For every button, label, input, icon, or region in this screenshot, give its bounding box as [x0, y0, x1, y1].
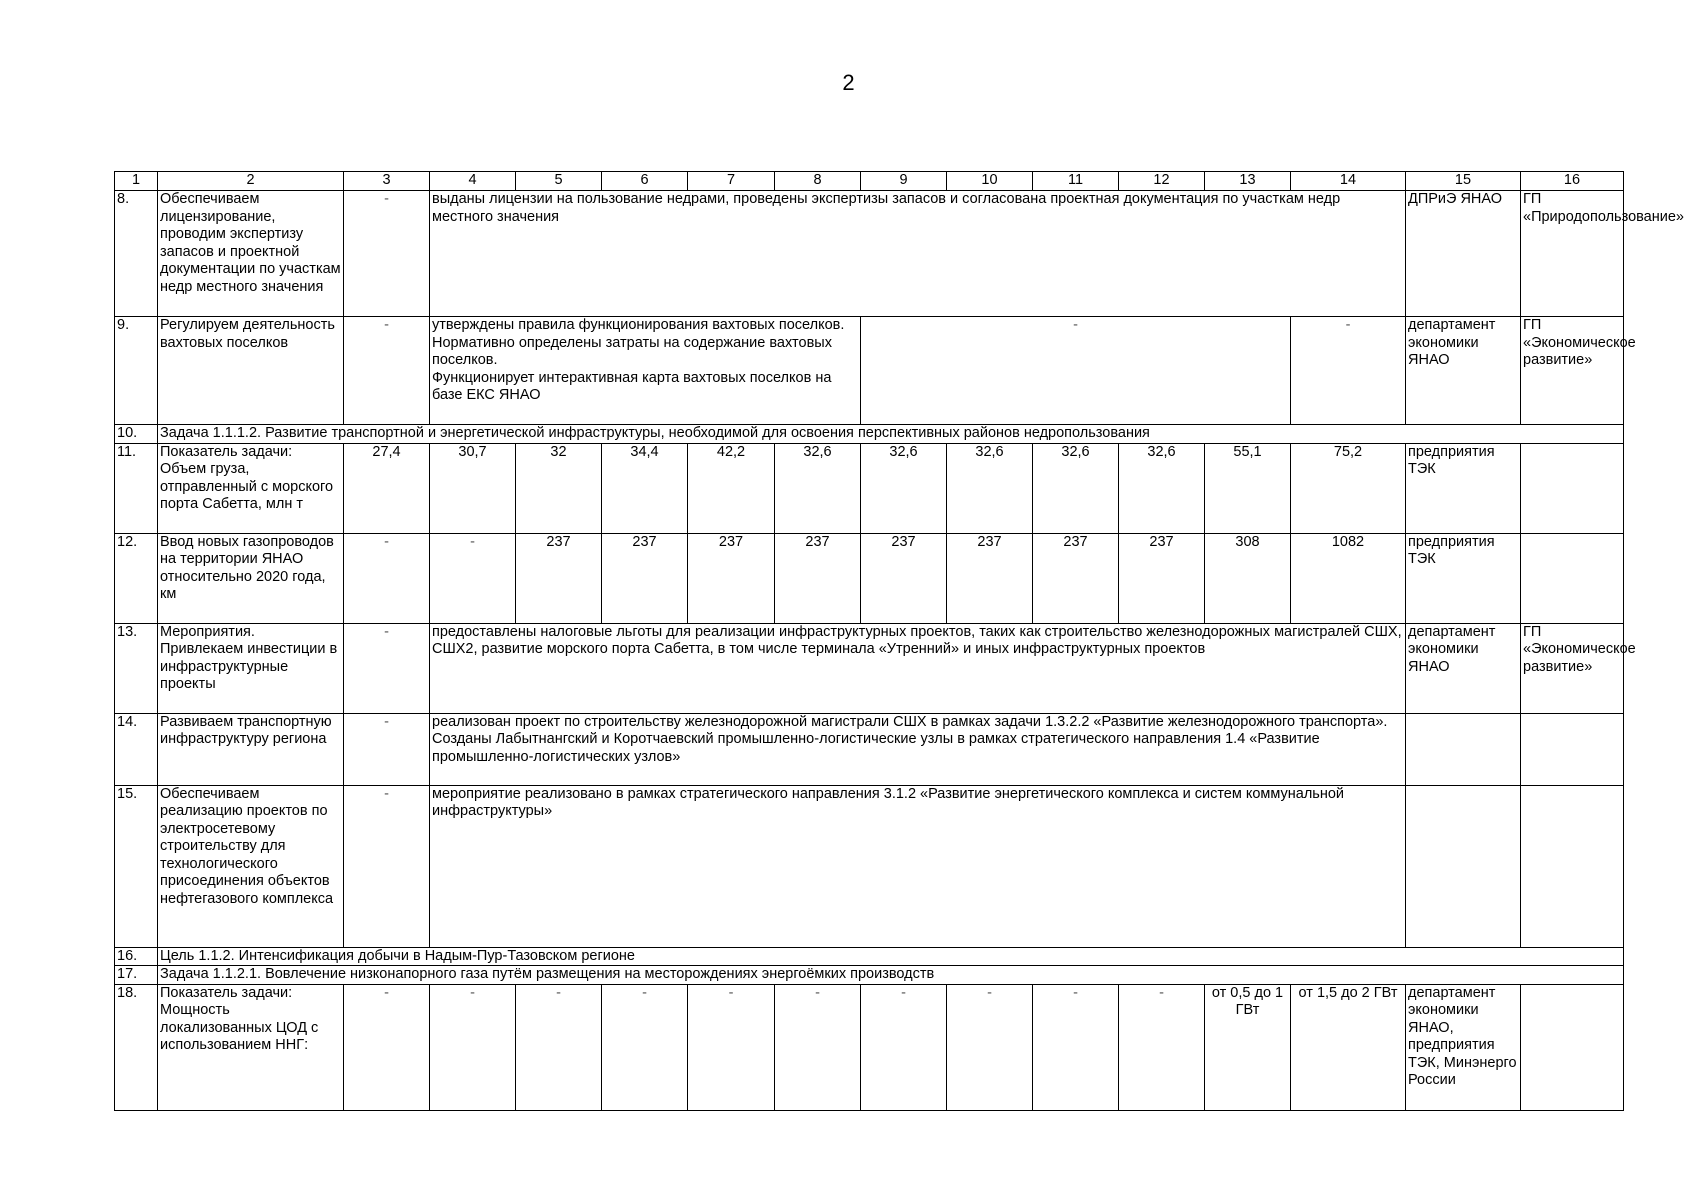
indicator-value: 237: [775, 533, 861, 623]
row-number: 8.: [115, 191, 158, 317]
column-number: 12: [1119, 172, 1205, 191]
row-number: 16.: [115, 947, 158, 966]
indicator-name: Ввод новых газопроводов на территории ЯНАО относительно 2020 года, км: [158, 533, 344, 623]
indicator-value: -: [344, 984, 430, 1110]
task-heading: Задача 1.1.2.1. Вовлечение низконапорного газа путём размещения на месторождениях энергоёмких производств: [158, 966, 1624, 985]
table-row: [115, 623, 1624, 713]
table-row: [115, 533, 1624, 623]
executor: департамент экономики ЯНАО: [1406, 317, 1521, 425]
cell-value: -: [1291, 317, 1406, 425]
column-number: 14: [1291, 172, 1406, 191]
indicator-value: 237: [947, 533, 1033, 623]
table-row: [115, 785, 1624, 947]
result-text: выданы лицензии на пользование недрами, проведены экспертизы запасов и согласована проектная документация по участкам недр местного значения: [430, 191, 1406, 317]
column-number: 11: [1033, 172, 1119, 191]
activity-name: Обеспечиваем лицензирование, проводим экспертизу запасов и проектной документации по участкам недр местного значения: [158, 191, 344, 317]
cell-value: -: [344, 317, 430, 425]
indicator-value: 32,6: [1033, 443, 1119, 533]
result-line: Нормативно определены затраты на содержание вахтовых поселков.: [432, 334, 832, 368]
section-row: [115, 425, 1624, 444]
cell-value: -: [344, 785, 430, 947]
cell-value: -: [344, 623, 430, 713]
indicator-value: 237: [688, 533, 775, 623]
indicator-value: -: [1033, 984, 1119, 1110]
column-number: 9: [861, 172, 947, 191]
indicator-value: 237: [861, 533, 947, 623]
indicator-value: от 0,5 до 1 ГВт: [1205, 984, 1291, 1110]
result-text: [430, 317, 861, 425]
indicator-value: 237: [602, 533, 688, 623]
indicator-value: 32,6: [947, 443, 1033, 533]
page-number: 2: [842, 70, 855, 95]
indicator-value: -: [688, 984, 775, 1110]
cell-value: -: [344, 191, 430, 317]
executor: [1406, 713, 1521, 785]
header-row: [115, 172, 1624, 191]
activity-name: Регулируем деятельность вахтовых поселков: [158, 317, 344, 425]
indicator-value: -: [516, 984, 602, 1110]
task-heading: Задача 1.1.1.2. Развитие транспортной и энергетической инфраструктуры, необходимой для освоения перспективных районов недропользования: [158, 425, 1624, 444]
indicator-value: от 1,5 до 2 ГВт: [1291, 984, 1406, 1110]
column-number: 3: [344, 172, 430, 191]
indicator-value: 30,7: [430, 443, 516, 533]
goal-heading: Цель 1.1.2. Интенсификация добычи в Надым-Пур-Тазовском регионе: [158, 947, 1624, 966]
indicator-value: 237: [1033, 533, 1119, 623]
executor: ДПРиЭ ЯНАО: [1406, 191, 1521, 317]
indicator-value: 32,6: [861, 443, 947, 533]
row-number: 12.: [115, 533, 158, 623]
cell-value: -: [344, 713, 430, 785]
executor: предприятия ТЭК: [1406, 443, 1521, 533]
table-row: [115, 317, 1624, 425]
result-text: предоставлены налоговые льготы для реализации инфраструктурных проектов, таких как строительство железнодорожных магистралей СШХ, СШХ2, развитие морского порта Сабетта, в том числе терминала «Утренний» и иных инфраструктурных проектов: [430, 623, 1406, 713]
row-number: 13.: [115, 623, 158, 713]
activity-name: Мероприятия. Привлекаем инвестиции в инфраструктурные проекты: [158, 623, 344, 713]
table-row: [115, 713, 1624, 785]
column-number: 10: [947, 172, 1033, 191]
result-text: реализован проект по строительству железнодорожной магистрали СШХ в рамках задачи 1.3.2.2 «Развитие железнодорожного транспорта». Созданы Лабытнангский и Коротчаевский промышленно-логистические узлы в рамках стратегического направления 1.4 «Развитие промышленно-логистических узлов»: [430, 713, 1406, 785]
table-row: [115, 191, 1624, 317]
column-number: 8: [775, 172, 861, 191]
indicator-value: 32,6: [775, 443, 861, 533]
executor: [1406, 785, 1521, 947]
state-program: ГП «Экономическое развитие»: [1521, 317, 1624, 425]
table-row: [115, 984, 1624, 1110]
table-row: [115, 443, 1624, 533]
row-number: 10.: [115, 425, 158, 444]
plan-table: [114, 171, 1684, 1111]
indicator-value: -: [430, 984, 516, 1110]
state-program: [1521, 984, 1624, 1110]
column-number: 2: [158, 172, 344, 191]
indicator-value: 32: [516, 443, 602, 533]
row-number: 14.: [115, 713, 158, 785]
indicator-value: 34,4: [602, 443, 688, 533]
activity-name: Развиваем транспортную инфраструктуру региона: [158, 713, 344, 785]
state-program: ГП «Экономическое развитие»: [1521, 623, 1624, 713]
section-row: [115, 966, 1624, 985]
indicator-value: 55,1: [1205, 443, 1291, 533]
indicator-name: Показатель задачи: Объем груза, отправленный с морского порта Сабетта, млн т: [158, 443, 344, 533]
section-row: [115, 947, 1624, 966]
row-number: 15.: [115, 785, 158, 947]
column-number: 16: [1521, 172, 1624, 191]
indicator-value: 27,4: [344, 443, 430, 533]
cell-value: -: [861, 317, 1291, 425]
indicator-value: -: [775, 984, 861, 1110]
indicator-value: 75,2: [1291, 443, 1406, 533]
indicator-value: 308: [1205, 533, 1291, 623]
state-program: [1521, 785, 1624, 947]
indicator-value: 32,6: [1119, 443, 1205, 533]
indicator-value: -: [430, 533, 516, 623]
row-number: 11.: [115, 443, 158, 533]
state-program: ГП «Природопользование»: [1521, 191, 1624, 317]
column-number: 4: [430, 172, 516, 191]
executor: предприятия ТЭК: [1406, 533, 1521, 623]
state-program: [1521, 713, 1624, 785]
row-number: 9.: [115, 317, 158, 425]
column-number: 5: [516, 172, 602, 191]
result-text: мероприятие реализовано в рамках стратегического направления 3.1.2 «Развитие энергетического комплекса и систем коммунальной инфраструктуры»: [430, 785, 1406, 947]
indicator-value: -: [602, 984, 688, 1110]
indicator-value: 1082: [1291, 533, 1406, 623]
column-number: 15: [1406, 172, 1521, 191]
indicator-value: -: [1119, 984, 1205, 1110]
row-number: 17.: [115, 966, 158, 985]
indicator-value: 42,2: [688, 443, 775, 533]
indicator-value: -: [947, 984, 1033, 1110]
executor: департамент экономики ЯНАО: [1406, 623, 1521, 713]
column-number: 6: [602, 172, 688, 191]
indicator-name: Показатель задачи: Мощность локализованных ЦОД с использованием ННГ:: [158, 984, 344, 1110]
executor: департамент экономики ЯНАО, предприятия ТЭК, Минэнерго России: [1406, 984, 1521, 1110]
state-program: [1521, 443, 1624, 533]
column-number: 1: [115, 172, 158, 191]
indicator-value: -: [861, 984, 947, 1110]
result-line: утверждены правила функционирования вахтовых поселков.: [432, 317, 845, 333]
row-number: 18.: [115, 984, 158, 1110]
indicator-value: 237: [1119, 533, 1205, 623]
result-line: Функционирует интерактивная карта вахтовых поселков на базе ЕКС ЯНАО: [432, 369, 832, 403]
column-number: 13: [1205, 172, 1291, 191]
indicator-value: 237: [516, 533, 602, 623]
activity-name: Обеспечиваем реализацию проектов по электросетевому строительству для технологического присоединения объектов нефтегазового комплекса: [158, 785, 344, 947]
indicator-value: -: [344, 533, 430, 623]
state-program: [1521, 533, 1624, 623]
column-number: 7: [688, 172, 775, 191]
